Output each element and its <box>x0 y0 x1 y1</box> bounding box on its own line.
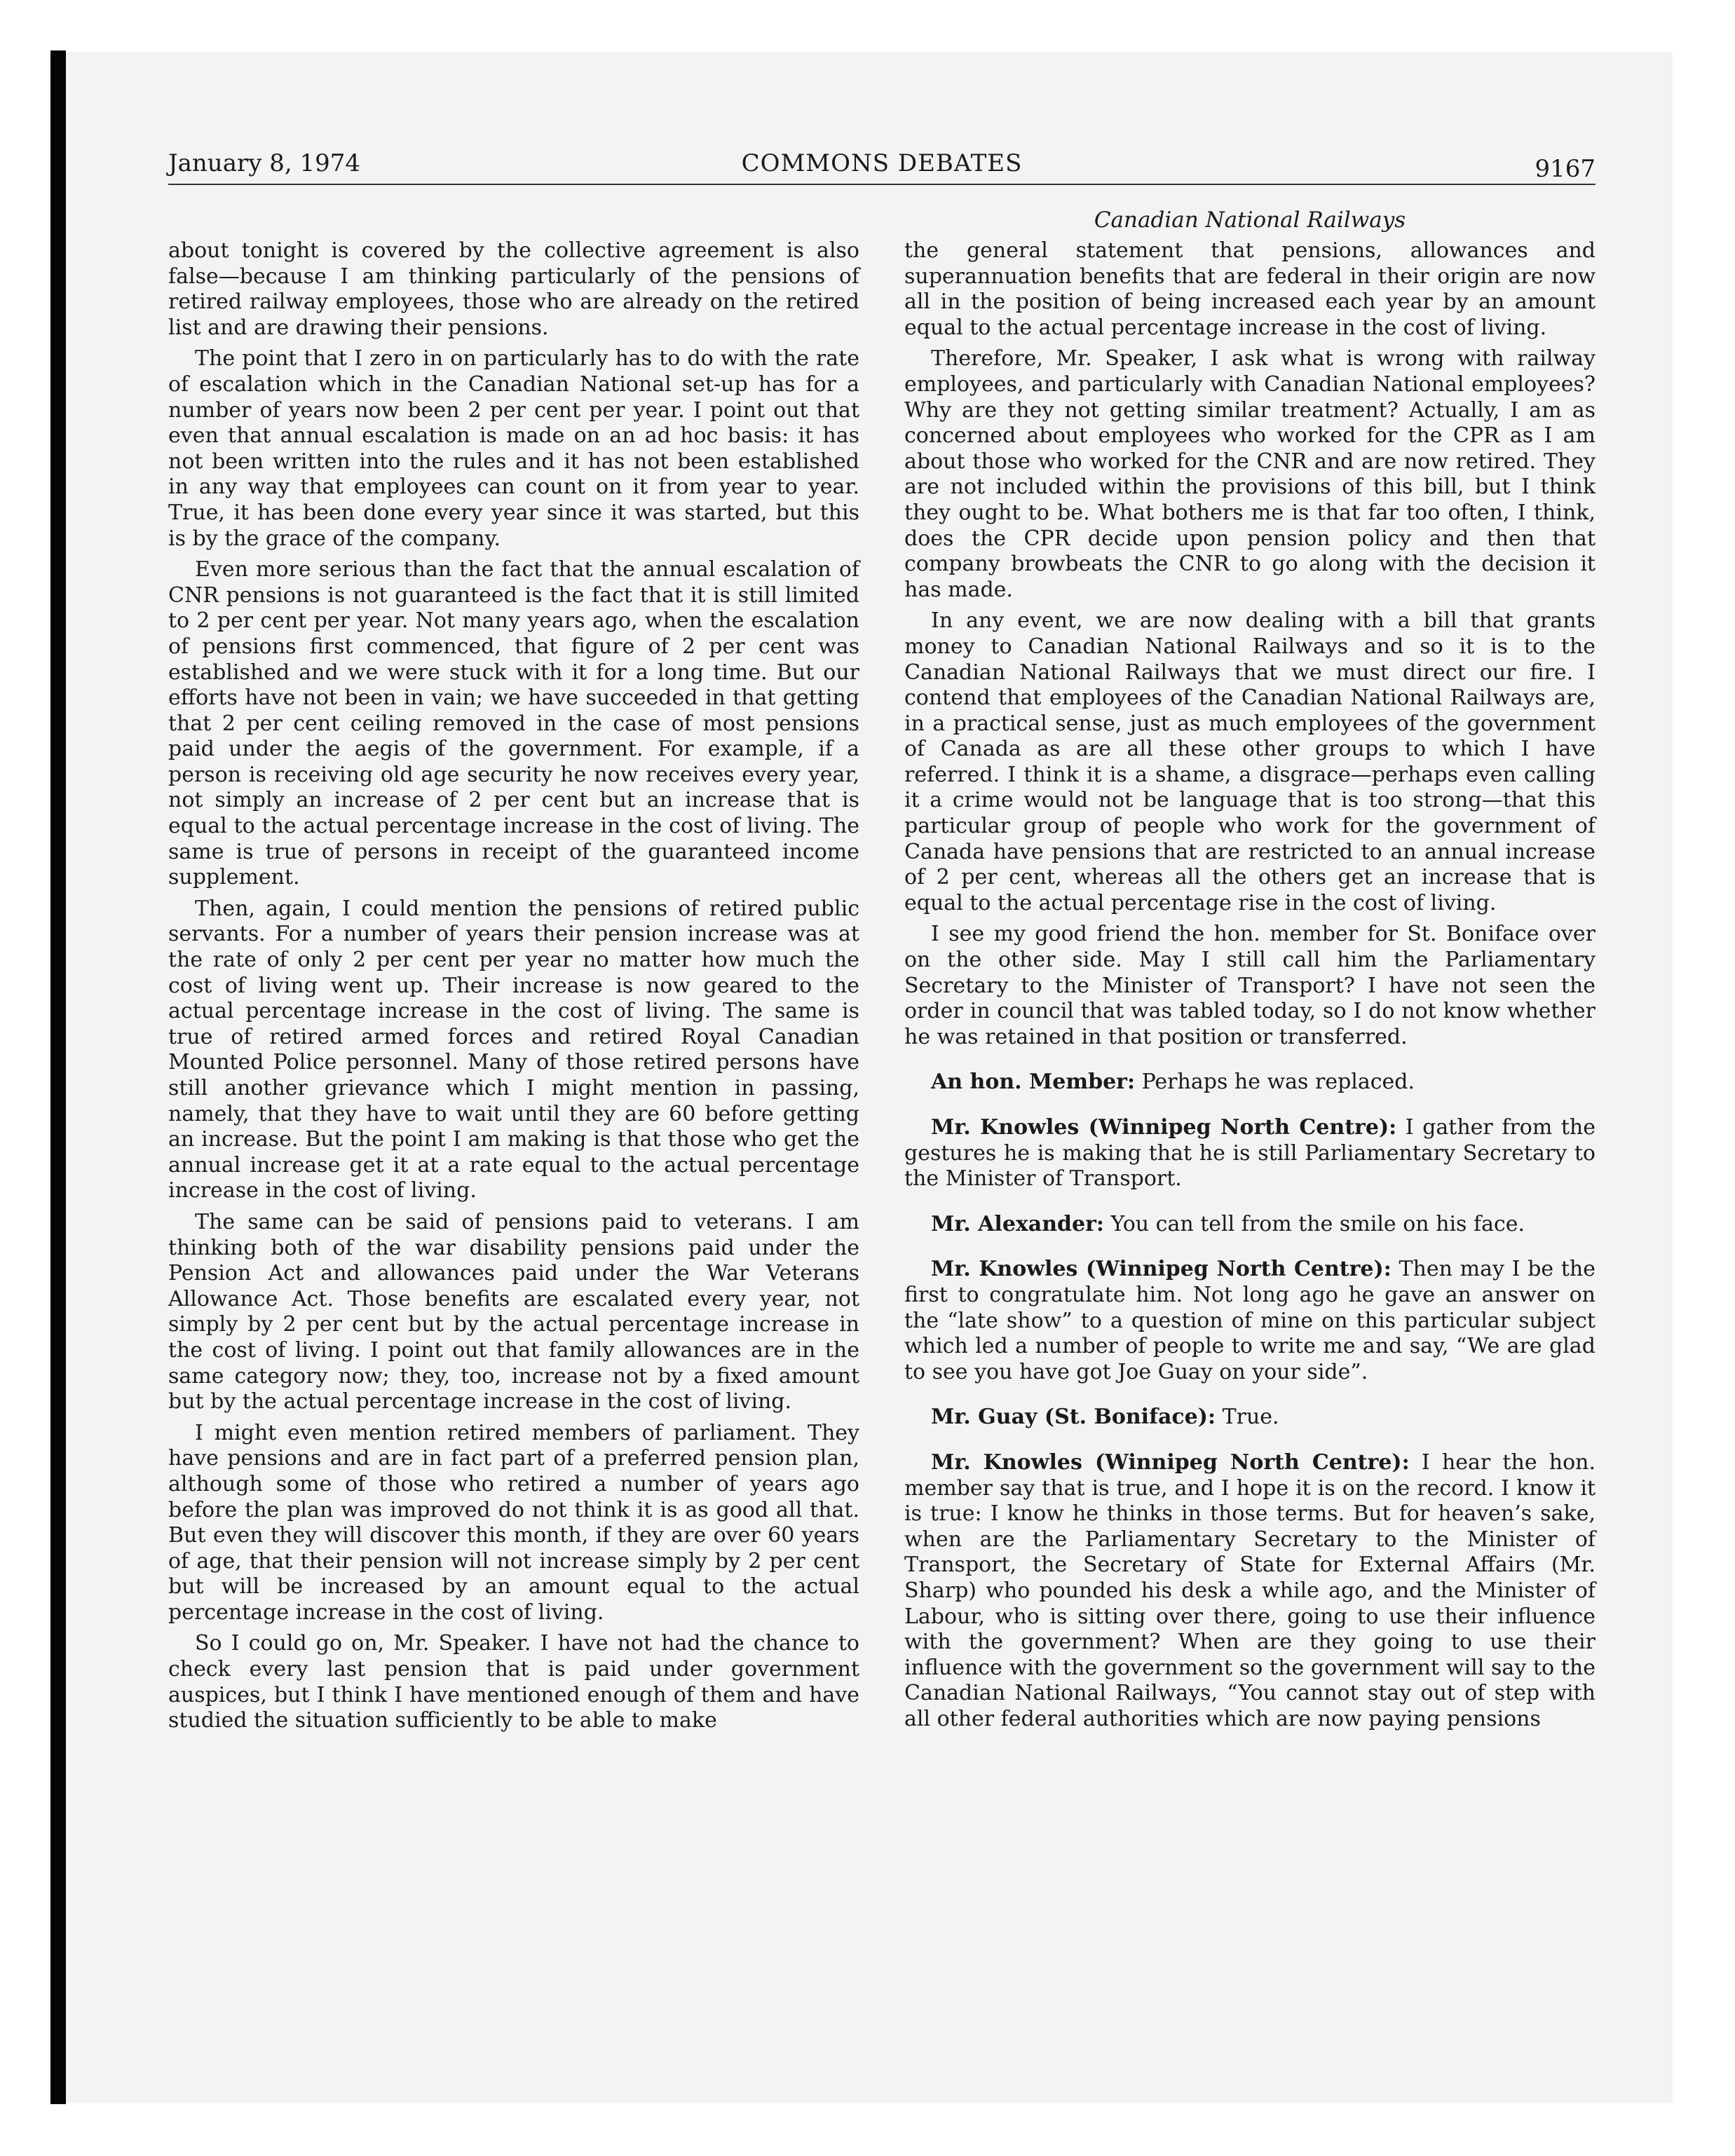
paragraph: Even more serious than the fact that the annual escalation of CNR pensions is not guaranteed is the fact that it is still limited to 2 per cent per year. Not many years ago, when the escalation of pensions first commenced, that figure of 2 per cent was established and we were stuck with it for a long time. But our efforts have not been in vain; we have succeeded in that getting that 2 per cent ceiling removed in the case of most pensions paid under the aegis of the government. For example, if a person is receiving old age security he now receives every year, not simply an increase of 2 per cent but an increase that is equal to the actual percentage increase in the cost of living. The same is true of persons in receipt of the guaranteed income supplement. <box>168 557 859 890</box>
speaker-name: An hon. Member: <box>931 1070 1136 1095</box>
subject-heading: Canadian National Railways <box>1094 207 1406 233</box>
paragraph: The same can be said of pensions paid to veterans. I am thinking both of the war disability pensions paid under the Pension Act and allowances paid under the War Veterans Allowance Act. Those benefits are escalated every year, not simply by 2 per cent but by the actual percentage increase in the cost of living. I point out that family allowances are in the same category now; they, too, increase not by a fixed amount but by the actual percentage increase in the cost of living. <box>168 1209 859 1414</box>
paragraph: Then, again, I could mention the pensions of retired public servants. For a number of years their pension increase was at the rate of only 2 per cent per year no matter how much the cost of living went up. Their increase is now geared to the actual percentage increase in the cost of living. The same is true of retired armed forces and retired Royal Canadian Mounted Police personnel. Many of those retired persons have still another grievance which I might mention in passing, namely, that they have to wait until they are 60 before getting an increase. But the point I am making is that those who get the annual increase get it at a rate equal to the actual percentage increase in the cost of living. <box>168 896 859 1203</box>
speech-exchange <box>904 1212 1595 1238</box>
speaker-name: Mr. Guay (St. Boniface): <box>931 1405 1216 1430</box>
speech-exchange <box>904 1450 1595 1733</box>
paragraph: about tonight is covered by the collective agreement is also false—because I am thinking particularly of the pensions of retired railway employees, those who are already on the retired list and are drawing their pensions. <box>168 238 859 340</box>
paragraph: I might even mention retired members of parliament. They have pensions and are in fact part of a preferred pension plan, although some of those who retired a number of years ago before the plan was improved do not think it is as good all that. But even they will discover this month, if they are over 60 years of age, that their pension will not increase simply by 2 per cent but will be increased by an amount equal to the actual percentage increase in the cost of living. <box>168 1420 859 1625</box>
speaker-name: Mr. Knowles (Winnipeg North Centre): <box>931 1449 1410 1475</box>
page-content <box>168 149 1595 2041</box>
speech-text: True. <box>1222 1405 1279 1430</box>
paragraph: The point that I zero in on particularly has to do with the rate of escalation which in the Canadian National set-up has for a number of years now been 2 per cent per year. I point out that even that annual escalation is made on an ad hoc basis: it has not been written into the rules and it has not been established in any way that employees can count on it from year to year. True, it has been done every year since it was started, but this is by the grace of the company. <box>168 346 859 551</box>
speech-text: I hear the hon. member say that is true, and I hope it is on the record. I know it is true: I know he thinks in those terms. But for heaven’s sake, when are the Parliamentary Secretary to the Minister of Transport, the Secretary of State for External Affairs (Mr. Sharp) who pounded his desk a while ago, and the Minister of Labour, who is sitting over there, going to use their influence with the government? When are they going to use their influence with the government so the government will say to the Canadian National Railways, “You cannot stay out of step with all other federal authorities which are now paying pensions <box>904 1449 1595 1731</box>
speaker-name: Mr. Alexander: <box>931 1211 1104 1236</box>
speech-exchange <box>904 1405 1595 1431</box>
speech-text: You can tell from the smile on his face. <box>1110 1211 1525 1236</box>
speaker-name: Mr. Knowles (Winnipeg North Centre): <box>931 1115 1397 1140</box>
page-number: 9167 <box>1535 155 1595 183</box>
speech-text: I gather from the gestures he is making that he is still Parliamentary Secretary to the Minister of Transport. <box>904 1115 1595 1192</box>
header-rule <box>168 184 1595 185</box>
speech-text: Perhaps he was replaced. <box>1141 1070 1415 1095</box>
left-column <box>168 238 859 1734</box>
right-column <box>904 238 1595 1732</box>
speaker-name: Mr. Knowles (Winnipeg North Centre): <box>931 1257 1392 1282</box>
header-publication: COMMONS DEBATES <box>741 149 1023 177</box>
paragraph: So I could go on, Mr. Speaker. I have not had the chance to check every last pension that is paid under government auspices, but I think I have mentioned enough of them and have studied the situation sufficiently to be able to make <box>168 1631 859 1733</box>
speech-exchange <box>904 1115 1595 1192</box>
speech-exchange <box>904 1257 1595 1385</box>
paragraph: I see my good friend the hon. member for St. Boniface over on the other side. May I still call him the Parliamentary Secretary to the Minister of Transport? I have not seen the order in council that was tabled today, so I do not know whether he was retained in that position or transferred. <box>904 922 1595 1049</box>
binding-shadow <box>50 50 66 2104</box>
paragraph: Therefore, Mr. Speaker, I ask what is wrong with railway employees, and particularly with Canadian National employees? Why are they not getting similar treatment? Actually, I am as concerned about employees who worked for the CPR as I am about those who worked for the CNR and are now retired. They are not included within the provisions of this bill, but I think they ought to be. What bothers me is that far too often, I think, does the CPR decide upon pension policy and then that company browbeats the CNR to go along with the decision it has made. <box>904 346 1595 602</box>
speech-text: Then may I be the first to congratulate him. Not long ago he gave an answer on the “late show” to a question of mine on this particular subject which led a number of people to write me and say, “We are glad to see you have got Joe Guay on your side”. <box>904 1257 1595 1384</box>
paragraph: the general statement that pensions, allowances and superannuation benefits that are federal in their origin are now all in the position of being increased each year by an amount equal to the actual percentage increase in the cost of living. <box>904 238 1595 340</box>
header-date: January 8, 1974 <box>168 149 361 177</box>
speech-exchange <box>904 1070 1595 1096</box>
paragraph: In any event, we are now dealing with a bill that grants money to Canadian National Railways and so it is to the Canadian National Railways that we must direct our fire. I contend that employees of the Canadian National Railways are, in a practical sense, just as much employees of the government of Canada as are all these other groups to which I have referred. I think it is a shame, a disgrace—perhaps even calling it a crime would not be language that is too strong—that this particular group of people who work for the government of Canada have pensions that are restricted to an annual increase of 2 per cent, whereas all the others get an increase that is equal to the actual percentage rise in the cost of living. <box>904 608 1595 915</box>
running-head <box>168 149 1595 182</box>
